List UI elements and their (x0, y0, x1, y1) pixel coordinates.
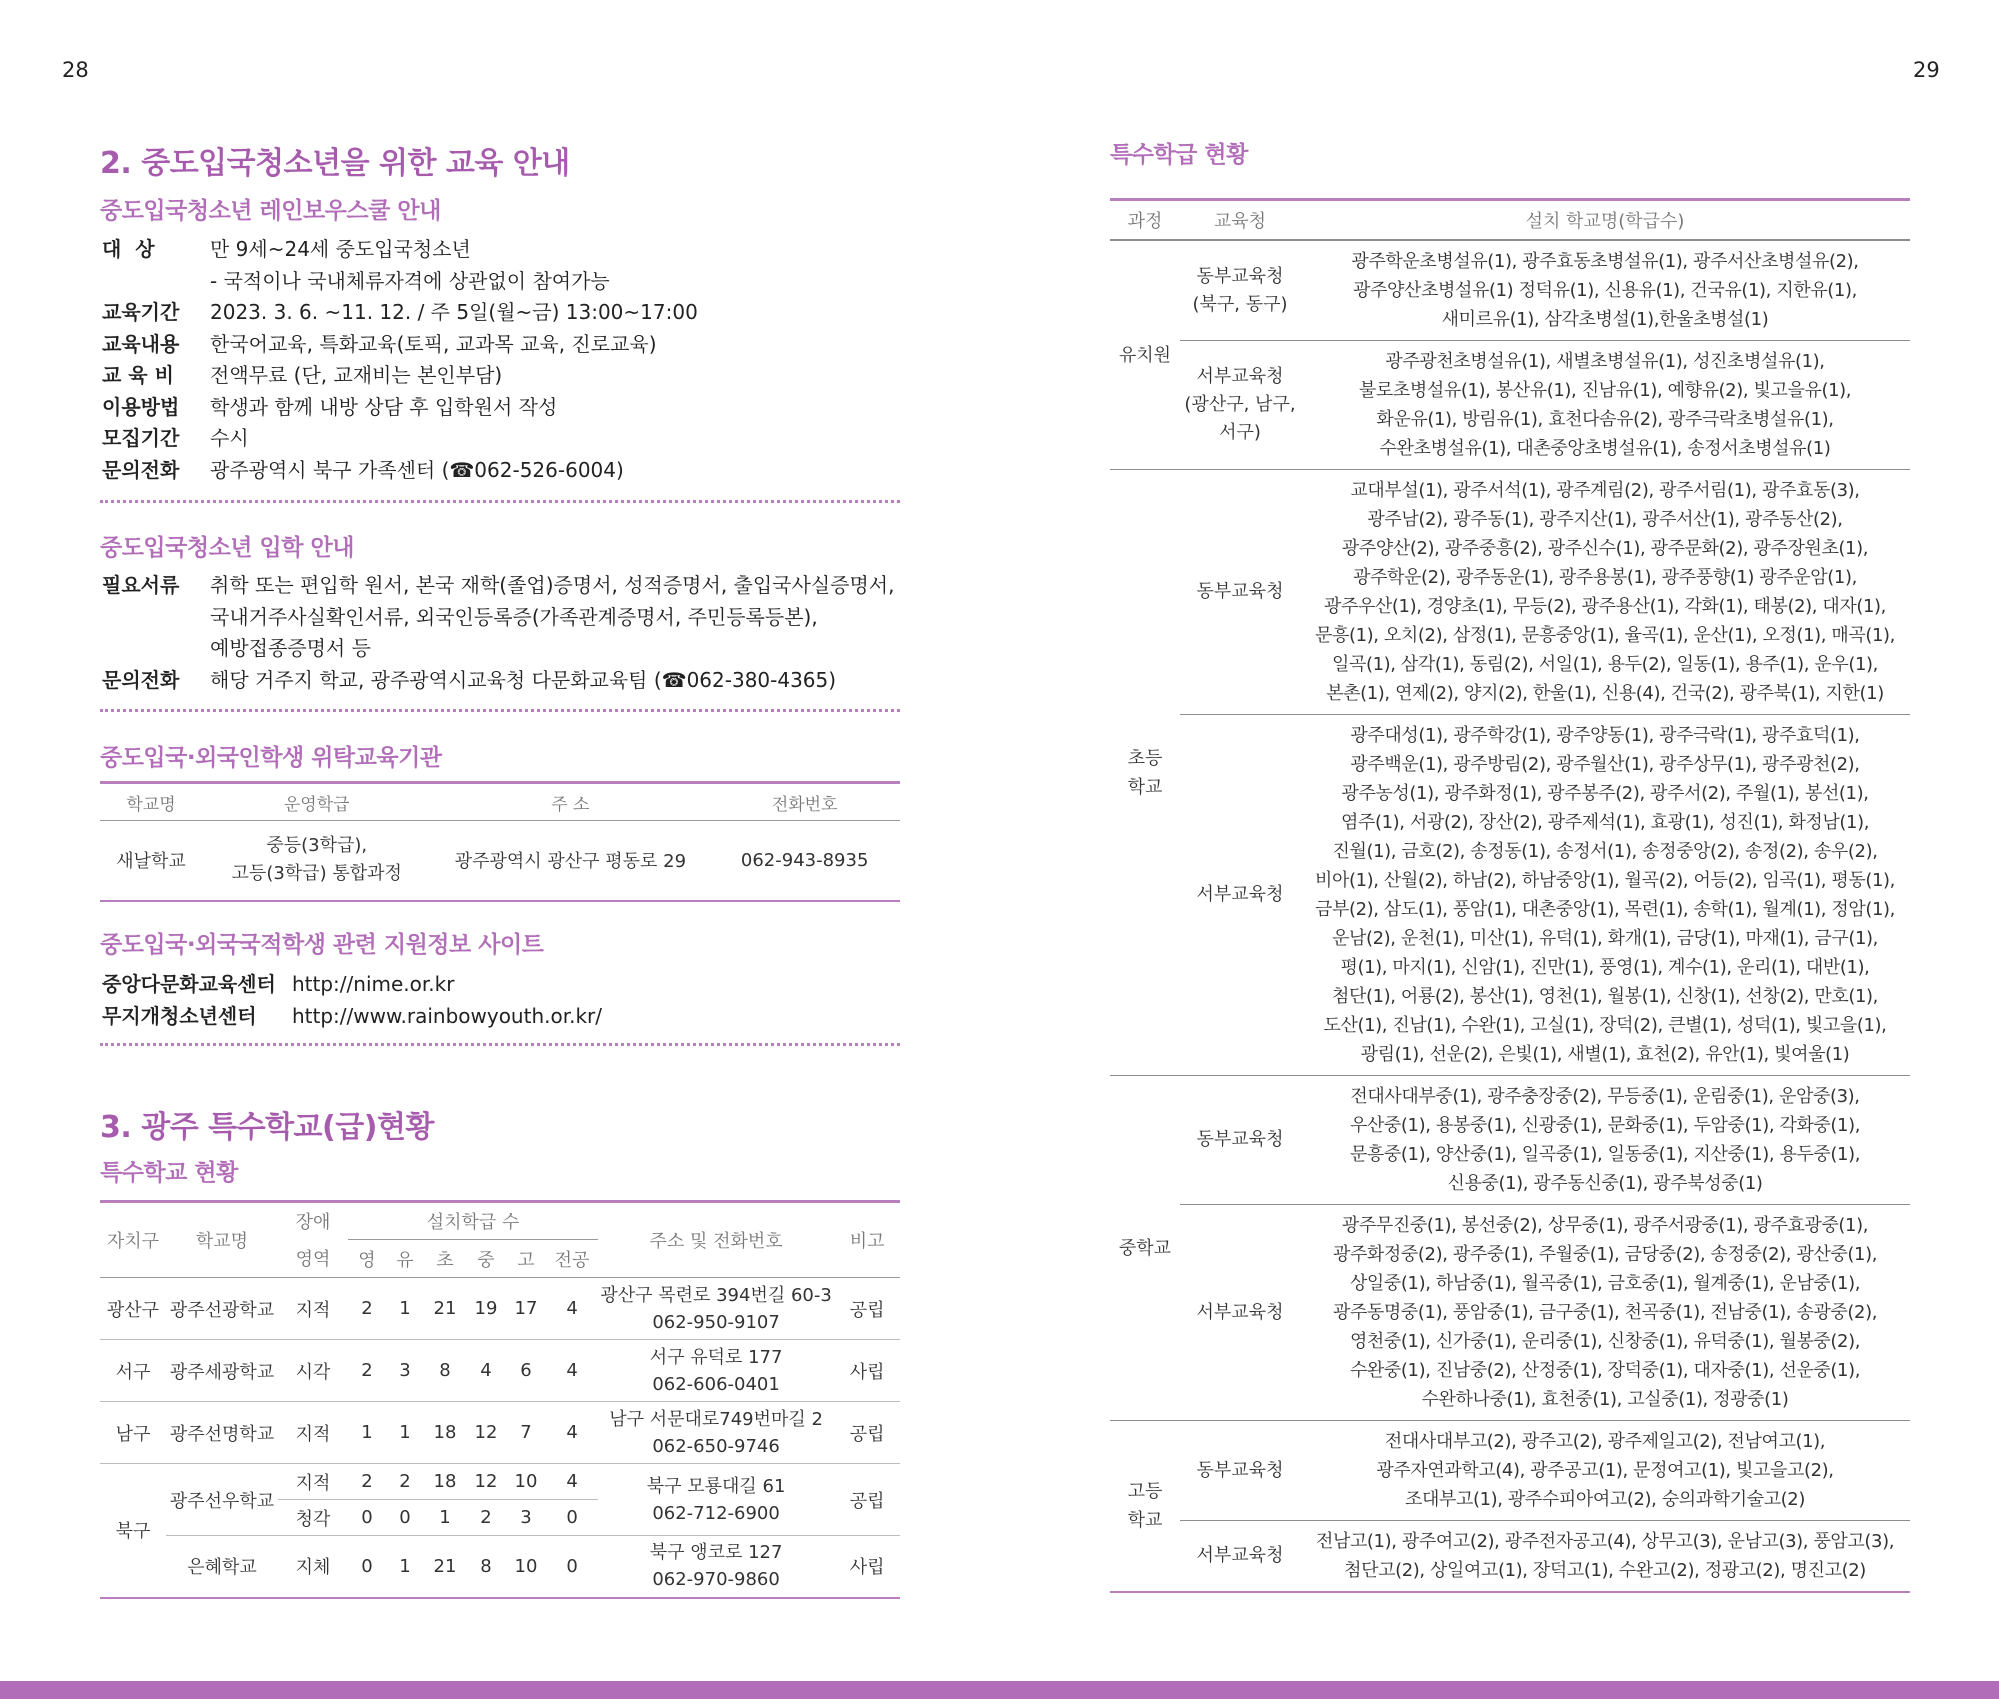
info-row: 교육기간 2023. 3. 6. ~11. 12. / 주 5일(월~금) 13:00~17:00 (102, 300, 698, 324)
table-row: 서구 광주세광학교 시각 2 3 8 4 6 4 서구 유덕로 177 062-606-0401 사립 (100, 1340, 900, 1402)
dotted-divider (100, 1043, 900, 1046)
info-row: 문의전화 광주광역시 북구 가족센터 (☎062-526-6004) (102, 457, 624, 482)
section3-title: 3. 광주 특수학교(급)현황 (100, 1110, 434, 1145)
site-link[interactable]: http://www.rainbowyouth.or.kr/ (292, 1003, 603, 1028)
info-row: - 국적이나 국내체류자격에 상관없이 참여가능 (210, 268, 610, 293)
table-row: 서부교육청 (광산구, 남구, 서구) 광주광천초병설유(1), 새별초병설유(1), 성진초병설유(1), 불로초병설유(1), 봉산유(1), 진남유(1), 예향유(2), 빛고을유(1), 화운유(1), 방림유(1), 효천다솜유(2), 광주극락초병설유(1), 수완초병설유(1), 대촌중앙초병설유(1), 송정서초병설유(1) (1110, 341, 1910, 470)
page-number-right: 29 (1913, 58, 1940, 82)
info-row: 중앙다문화교육센터 http://nime.or.kr (102, 969, 602, 1001)
table-row: 은혜학교 지체 0 1 21 8 10 0 북구 앵코로 127 062-970-9860 사립 (100, 1536, 900, 1598)
admission-info (102, 570, 894, 696)
special-school-table: 자치구 학교명 장애 설치학급 수 주소 및 전화번호 비고 영역 영 유 초 중 고 전공 광산구 광주선광학교 지적 2 1 21 19 17 4 광산구 목련로 394번길 60-3 062-950-9107 공립 서구 광주세광학교 시각 2 3 8 4 6 4 서구 유덕로 177 062-606-0401 사립 남구 광주선명학교 지적 1 1 18 12 7 4 남구 서문대로749번마길 2 062-650-9746 공립 북구 광주선우학교 지적 2 2 18 12 10 4 북구 모룡대길 61 062-712-6900 공립 청각 0 0 1 2 3 0 은혜학교 지체 0 1 21 8 10 0 북구 앵코로 127 062-970-9860 사립 (100, 1200, 900, 1599)
special-class-table (1110, 198, 1910, 1593)
col-header: 과정 (1110, 200, 1180, 241)
table-row: 광산구 광주선광학교 지적 2 1 21 19 17 4 광산구 목련로 394번길 60-3 062-950-9107 공립 (100, 1278, 900, 1340)
info-row: 국내거주사실확인서류, 외국인등록증(가족관계증명서, 주민등록등본), (210, 604, 818, 629)
info-row: 예방접종증명서 등 (210, 636, 371, 660)
info-row: 교육내용 한국어교육, 특화교육(토픽, 교과목 교육, 진로교육) (102, 331, 657, 356)
table-row: 청각 0 0 1 2 3 0 (100, 1500, 900, 1536)
col-header: 주 소 (431, 783, 709, 821)
table-row: 남구 광주선명학교 지적 1 1 18 12 7 4 남구 서문대로749번마길 2 062-650-9746 공립 (100, 1402, 900, 1464)
info-row: 무지개청소년센터 http://www.rainbowyouth.or.kr/ (102, 1001, 602, 1033)
consign-table (100, 781, 900, 902)
col-header: 비고 (834, 1202, 900, 1278)
rainbow-info (102, 234, 698, 486)
special-school-heading: 특수학교 현황 (100, 1160, 238, 1186)
table-row: 새날학교 중등(3학급), 고등(3학급) 통합과정 광주광역시 광산구 평동로 29 062-943-8935 (100, 821, 900, 901)
col-header: 설치 학교명(학급수) (1300, 200, 1910, 241)
dotted-divider (100, 500, 900, 503)
special-class-heading: 특수학급 현황 (1110, 142, 1248, 168)
info-row: 모집기간 수시 (102, 426, 249, 450)
table-row: 초등 학교 동부교육청 교대부설(1), 광주서석(1), 광주계림(2), 광주서림(1), 광주효동(3), 광주남(2), 광주동(1), 광주지산(1), 광주서산(1), 광주동산(2), 광주양산(2), 광주중흥(2), 광주신수(1), 광주문화(2), 광주장원초(1), 광주학운(2), 광주동운(1), 광주용봉(1), 광주풍향(1) 광주운암(1), 광주우산(1), 경양초(1), 무등(2), 광주용산(1), 각화(1), 태봉(2), 대자(1), 문흥(1), 오치(2), 삼정(1), 문흥중앙(1), 율곡(1), 운산(1), 오정(1), 매곡(1), 일곡(1), 삼각(1), 동림(2), 서일(1), 용두(2), 일동(1), 용주(1), 운우(1), 본촌(1), 연제(2), 양지(2), 한울(1), 신용(4), 건국(2), 광주북(1), 지한(1) (1110, 470, 1910, 715)
admission-heading: 중도입국청소년 입학 안내 (100, 535, 354, 561)
info-row: 교 육 비 전액무료 (단, 교재비는 본인부담) (102, 363, 503, 387)
col-header: 주소 및 전화번호 (598, 1202, 834, 1278)
col-header: 학교명 (100, 783, 202, 821)
table-row: 중학교 동부교육청 전대사대부중(1), 광주충장중(2), 무등중(1), 운림중(1), 운암중(3), 우산중(1), 용봉중(1), 신광중(1), 문화중(1), 두암중(1), 각화중(1), 문흥중(1), 양산중(1), 일곡중(1), 일동중(1), 지산중(1), 용두중(1), 신용중(1), 광주동신중(1), 광주북성중(1) (1110, 1076, 1910, 1205)
col-header: 전화번호 (709, 783, 900, 821)
info-row: 필요서류 취학 또는 편입학 원서, 본국 재학(졸업)증명서, 성적증명서, 출입국사실증명서, (102, 573, 895, 597)
rainbow-heading: 중도입국청소년 레인보우스쿨 안내 (100, 198, 441, 224)
table-row: 서부교육청 광주대성(1), 광주학강(1), 광주양동(1), 광주극락(1), 광주효덕(1), 광주백운(1), 광주방림(2), 광주월산(1), 광주상무(1), 광주광천(2), 광주농성(1), 광주화정(1), 광주봉주(2), 광주서(2), 주월(1), 봉선(1), 염주(1), 서광(2), 장산(2), 광주제석(1), 효광(1), 성진(1), 화정남(1), 진월(1), 금호(2), 송정동(1), 송정서(1), 송정중앙(2), 송정(2), 송우(2), 비아(1), 산월(2), 하남(2), 하남중앙(1), 월곡(2), 어등(2), 임곡(1), 평동(1), 금부(2), 삼도(1), 풍암(1), 대촌중앙(1), 목련(1), 송학(1), 월계(1), 정암(1), 운남(2), 운천(1), 미산(1), 유덕(1), 화개(1), 금당(1), 마재(1), 금구(1), 평(1), 마지(1), 신암(1), 진만(1), 풍영(1), 계수(1), 운리(1), 대반(1), 첨단(1), 어룡(2), 봉산(1), 영천(1), 월봉(1), 신창(1), 선창(2), 만호(1), 도산(1), 진남(1), 수완(1), 고실(1), 장덕(2), 큰별(1), 성덕(1), 빛고을(1), 광림(1), 선운(2), 은빛(1), 새별(1), 효천(2), 유안(1), 빛여울(1) (1110, 715, 1910, 1076)
col-header: 교육청 (1180, 200, 1300, 241)
site-link[interactable]: http://nime.or.kr (292, 972, 455, 996)
col-header: 장애 (295, 1212, 331, 1234)
col-header: 설치학급 수 (348, 1202, 598, 1240)
table-row: 유치원 동부교육청 (북구, 동구) 광주학운초병설유(1), 광주효동초병설유(1), 광주서산초병설유(2), 광주양산초병설유(1) 정덕유(1), 신용유(1), 건국유(1), 지한유(1), 새미르유(1), 삼각초병설(1),한울초병설(1) (1110, 240, 1910, 341)
col-header: 학교명 (166, 1202, 278, 1278)
sites-info (102, 969, 602, 1032)
bottom-bar (0, 1681, 1999, 1699)
table-row: 서부교육청 전남고(1), 광주여고(2), 광주전자공고(4), 상무고(3), 운남고(3), 풍암고(3), 첨단고(2), 상일여고(1), 장덕고(1), 수완고(2), 정광고(2), 명진고(2) (1110, 1521, 1910, 1593)
table-row: 서부교육청 광주무진중(1), 봉선중(2), 상무중(1), 광주서광중(1), 광주효광중(1), 광주화정중(2), 광주중(1), 주월중(1), 금당중(2), 송정중(2), 광산중(1), 상일중(1), 하남중(1), 월곡중(1), 금호중(1), 월계중(1), 운남중(1), 광주동명중(1), 풍암중(1), 금구중(1), 천곡중(1), 전남중(1), 송광중(2), 영천중(1), 신가중(1), 운리중(1), 신창중(1), 유덕중(1), 월봉중(2), 수완중(1), 진남중(2), 산정중(1), 장덕중(1), 대자중(1), 선운중(1), 수완하나중(1), 효천중(1), 고실중(1), 정광중(1) (1110, 1205, 1910, 1421)
table-row: 고등 학교 동부교육청 전대사대부고(2), 광주고(2), 광주제일고(2), 전남여고(1), 광주자연과학고(4), 광주공고(1), 문정여고(1), 빛고을고(2), 조대부고(1), 광주수피아여고(2), 숭의과학기술고(2) (1110, 1421, 1910, 1521)
sites-heading: 중도입국·외국국적학생 관련 지원정보 사이트 (100, 932, 544, 958)
info-row: 이용방법 학생과 함께 내방 상담 후 입학원서 작성 (102, 394, 558, 419)
section2-title: 2. 중도입국청소년을 위한 교육 안내 (100, 146, 570, 181)
info-row: 대 상 만 9세~24세 중도입국청소년 (102, 237, 471, 261)
info-row: 문의전화 해당 거주지 학교, 광주광역시교육청 다문화교육팀 (☎062-380-4365) (102, 667, 837, 692)
table-row: 북구 광주선우학교 지적 2 2 18 12 10 4 북구 모룡대길 61 062-712-6900 공립 (100, 1464, 900, 1500)
col-header: 운영학급 (202, 783, 431, 821)
col-header: 자치구 (100, 1202, 166, 1278)
page-number-left: 28 (62, 58, 89, 82)
consign-heading: 중도입국·외국인학생 위탁교육기관 (100, 745, 442, 771)
dotted-divider (100, 709, 900, 712)
